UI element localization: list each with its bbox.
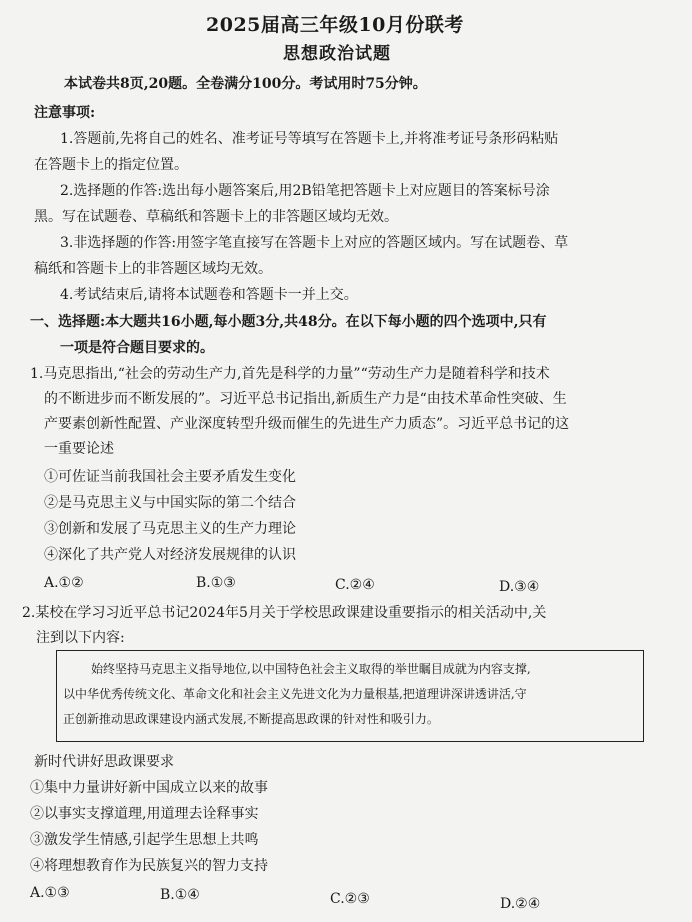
q2-choice-c: C.②③: [330, 891, 370, 907]
notice-heading: 注意事项:: [34, 105, 96, 121]
q2-choice-d: D.②④: [500, 896, 541, 912]
notice-line: 2.选择题的作答:选出每小题答案后,用2B铅笔把答题卡上对应题目的答案标号涂: [60, 183, 550, 199]
q2-stem-line: 注到以下内容:: [36, 630, 125, 646]
section-heading-cont: 一项是符合题目要求的。: [60, 340, 214, 356]
exam-subject: 思想政治试题: [283, 44, 391, 64]
q1-stem-line: 产要素创新性配置、产业深度转型升级而催生的先进生产力质态”。习近平总书记的这: [44, 416, 570, 432]
section-heading: 一、选择题:本大题共16小题,每小题3分,共48分。在以下每小题的四个选项中,只有: [30, 314, 547, 330]
exam-title: 2025届高三年级10月份联考: [206, 14, 464, 36]
q1-stem-line: 的不断进步而不断发展的”。习近平总书记指出,新质生产力是“由技术革命性突破、生: [44, 391, 567, 407]
q1-choice-b: B.①③: [196, 575, 236, 591]
q2-option: ④将理想教育作为民族复兴的智力支持: [30, 858, 268, 874]
q1-option: ①可佐证当前我国社会主要矛盾发生变化: [44, 469, 296, 485]
quote-line: 始终坚持马克思主义指导地位,以中国特色社会主义取得的举世瞩目成就为内容支撑,: [91, 662, 531, 676]
quote-line: 以中华优秀传统文化、革命文化和社会主义先进文化为力量根基,把道理讲深讲透讲活,守: [63, 687, 527, 701]
q1-option: ④深化了共产党人对经济发展规律的认识: [44, 547, 296, 563]
notice-line: 在答题卡上的指定位置。: [34, 157, 188, 173]
q2-stem-line: 2.某校在学习习近平总书记2024年5月关于学校思政课建设重要指示的相关活动中,关: [22, 605, 547, 621]
q2-choice-a: A.①③: [30, 885, 70, 901]
notice-line: 1.答题前,先将自己的姓名、准考证号等填写在答题卡上,并将准考证号条形码粘贴: [60, 131, 559, 147]
q2-option: ②以事实支撑道理,用道理去诠释事实: [30, 806, 259, 822]
q1-stem-line: 一重要论述: [44, 441, 114, 457]
exam-info: 本试卷共8页,20题。全卷满分100分。考试用时75分钟。: [64, 76, 427, 92]
q1-option: ②是马克思主义与中国实际的第二个结合: [44, 495, 296, 511]
notice-line: 黑。写在试题卷、草稿纸和答题卡上的非答题区域均无效。: [34, 209, 398, 225]
notice-line: 稿纸和答题卡上的非答题区域均无效。: [34, 261, 272, 277]
quote-line: 正创新推动思政课建设内涵式发展,不断提高思政课的针对性和吸引力。: [63, 712, 439, 726]
q1-choice-a: A.①②: [44, 575, 84, 591]
q1-choice-c: C.②④: [335, 577, 375, 593]
notice-line: 3.非选择题的作答:用签字笔直接写在答题卡上对应的答题区域内。写在试题卷、草: [60, 235, 569, 251]
q2-option: ①集中力量讲好新中国成立以来的故事: [30, 780, 268, 796]
q2-question: 新时代讲好思政课要求: [34, 754, 174, 770]
quote-box: [56, 650, 644, 742]
q1-option: ③创新和发展了马克思主义的生产力理论: [44, 521, 296, 537]
q2-choice-b: B.①④: [160, 887, 200, 903]
notice-line: 4.考试结束后,请将本试题卷和答题卡一并上交。: [60, 287, 358, 303]
q1-choice-d: D.③④: [499, 579, 540, 595]
q2-option: ③激发学生情感,引起学生思想上共鸣: [30, 832, 259, 848]
q1-stem-line: 1.马克思指出,“社会的劳动生产力,首先是科学的力量”“劳动生产力是随着科学和技术: [30, 366, 550, 382]
